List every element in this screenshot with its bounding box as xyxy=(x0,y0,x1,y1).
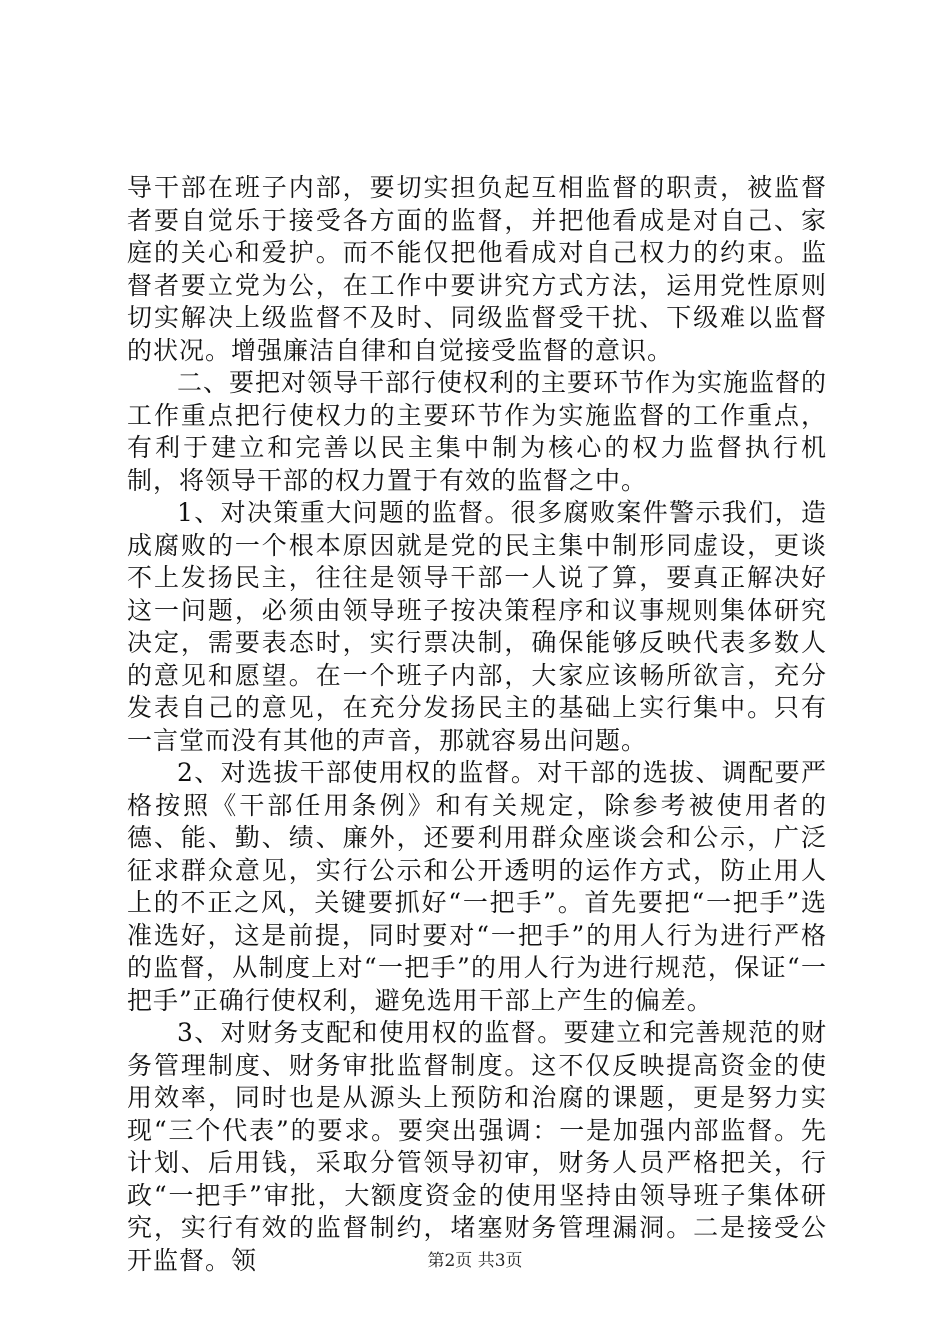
document-body xyxy=(127,172,827,1277)
paragraph-item-2: 2、对选拔干部使用权的监督。对干部的选拔、调配要严格按照《干部任用条例》和有关规定，除参考被使用者的德、能、勤、绩、廉外，还要利用群众座谈会和公示，广泛征求群众意见，实行公示和公开透明的运作方式，防止用人上的不正之风，关键要抓好“一把手”。首先要把“一把手”选准选好，这是前提，同时要对“一把手”的用人行为进行严格的监督，从制度上对“一把手”的用人行为进行规范，保证“一把手”正确行使权利，避免选用干部上产生的偏差。 xyxy=(127,758,827,1015)
paragraph-item-1: 1、对决策重大问题的监督。很多腐败案件警示我们，造成腐败的一个根本原因就是党的民主集中制形同虚设，更谈不上发扬民主，往往是领导干部一人说了算，要真正解决好这一问题，必须由领导班子按决策程序和议事规则集体研究决定，需要表态时，实行票决制，确保能够反映代表多数人的意见和愿望。在一个班子内部，大家应该畅所欲言，充分发表自己的意见，在充分发扬民主的基础上实行集中。只有一言堂而没有其他的声音，那就容易出问题。 xyxy=(127,498,827,755)
page-footer: 第2页 共3页 xyxy=(427,1251,523,1271)
paragraph-section-two: 二、要把对领导干部行使权利的主要环节作为实施监督的工作重点把行使权力的主要环节作为实施监督的工作重点，有利于建立和完善以民主集中制为核心的权力监督执行机制，将领导干部的权力置于有效的监督之中。 xyxy=(127,368,828,495)
paragraph-continuation: 导干部在班子内部，要切实担负起互相监督的职责，被监督者要自觉乐于接受各方面的监督，并把他看成是对自己、家庭的关心和爱护。而不能仅把他看成对自己权力的约束。监督者要立党为公，在工作中要讲究方式方法，运用党性原则切实解决上级监督不及时、同级监督受干扰、下级难以监督的状况。增强廉洁自律和自觉接受监督的意识。 xyxy=(127,173,827,365)
paragraph-item-3: 3、对财务支配和使用权的监督。要建立和完善规范的财务管理制度、财务审批监督制度。这不仅反映提高资金的使用效率，同时也是从源头上预防和治腐的课题，更是努力实现“三个代表”的要求。要突出强调：一是加强内部监督。先计划、后用钱，采取分管领导初审，财务人员严格把关，行政“一把手”审批，大额度资金的使用坚持由领导班子集体研究，实行有效的监督制约，堵塞财务管理漏洞。二是接受公开监督。领 xyxy=(127,1018,827,1275)
